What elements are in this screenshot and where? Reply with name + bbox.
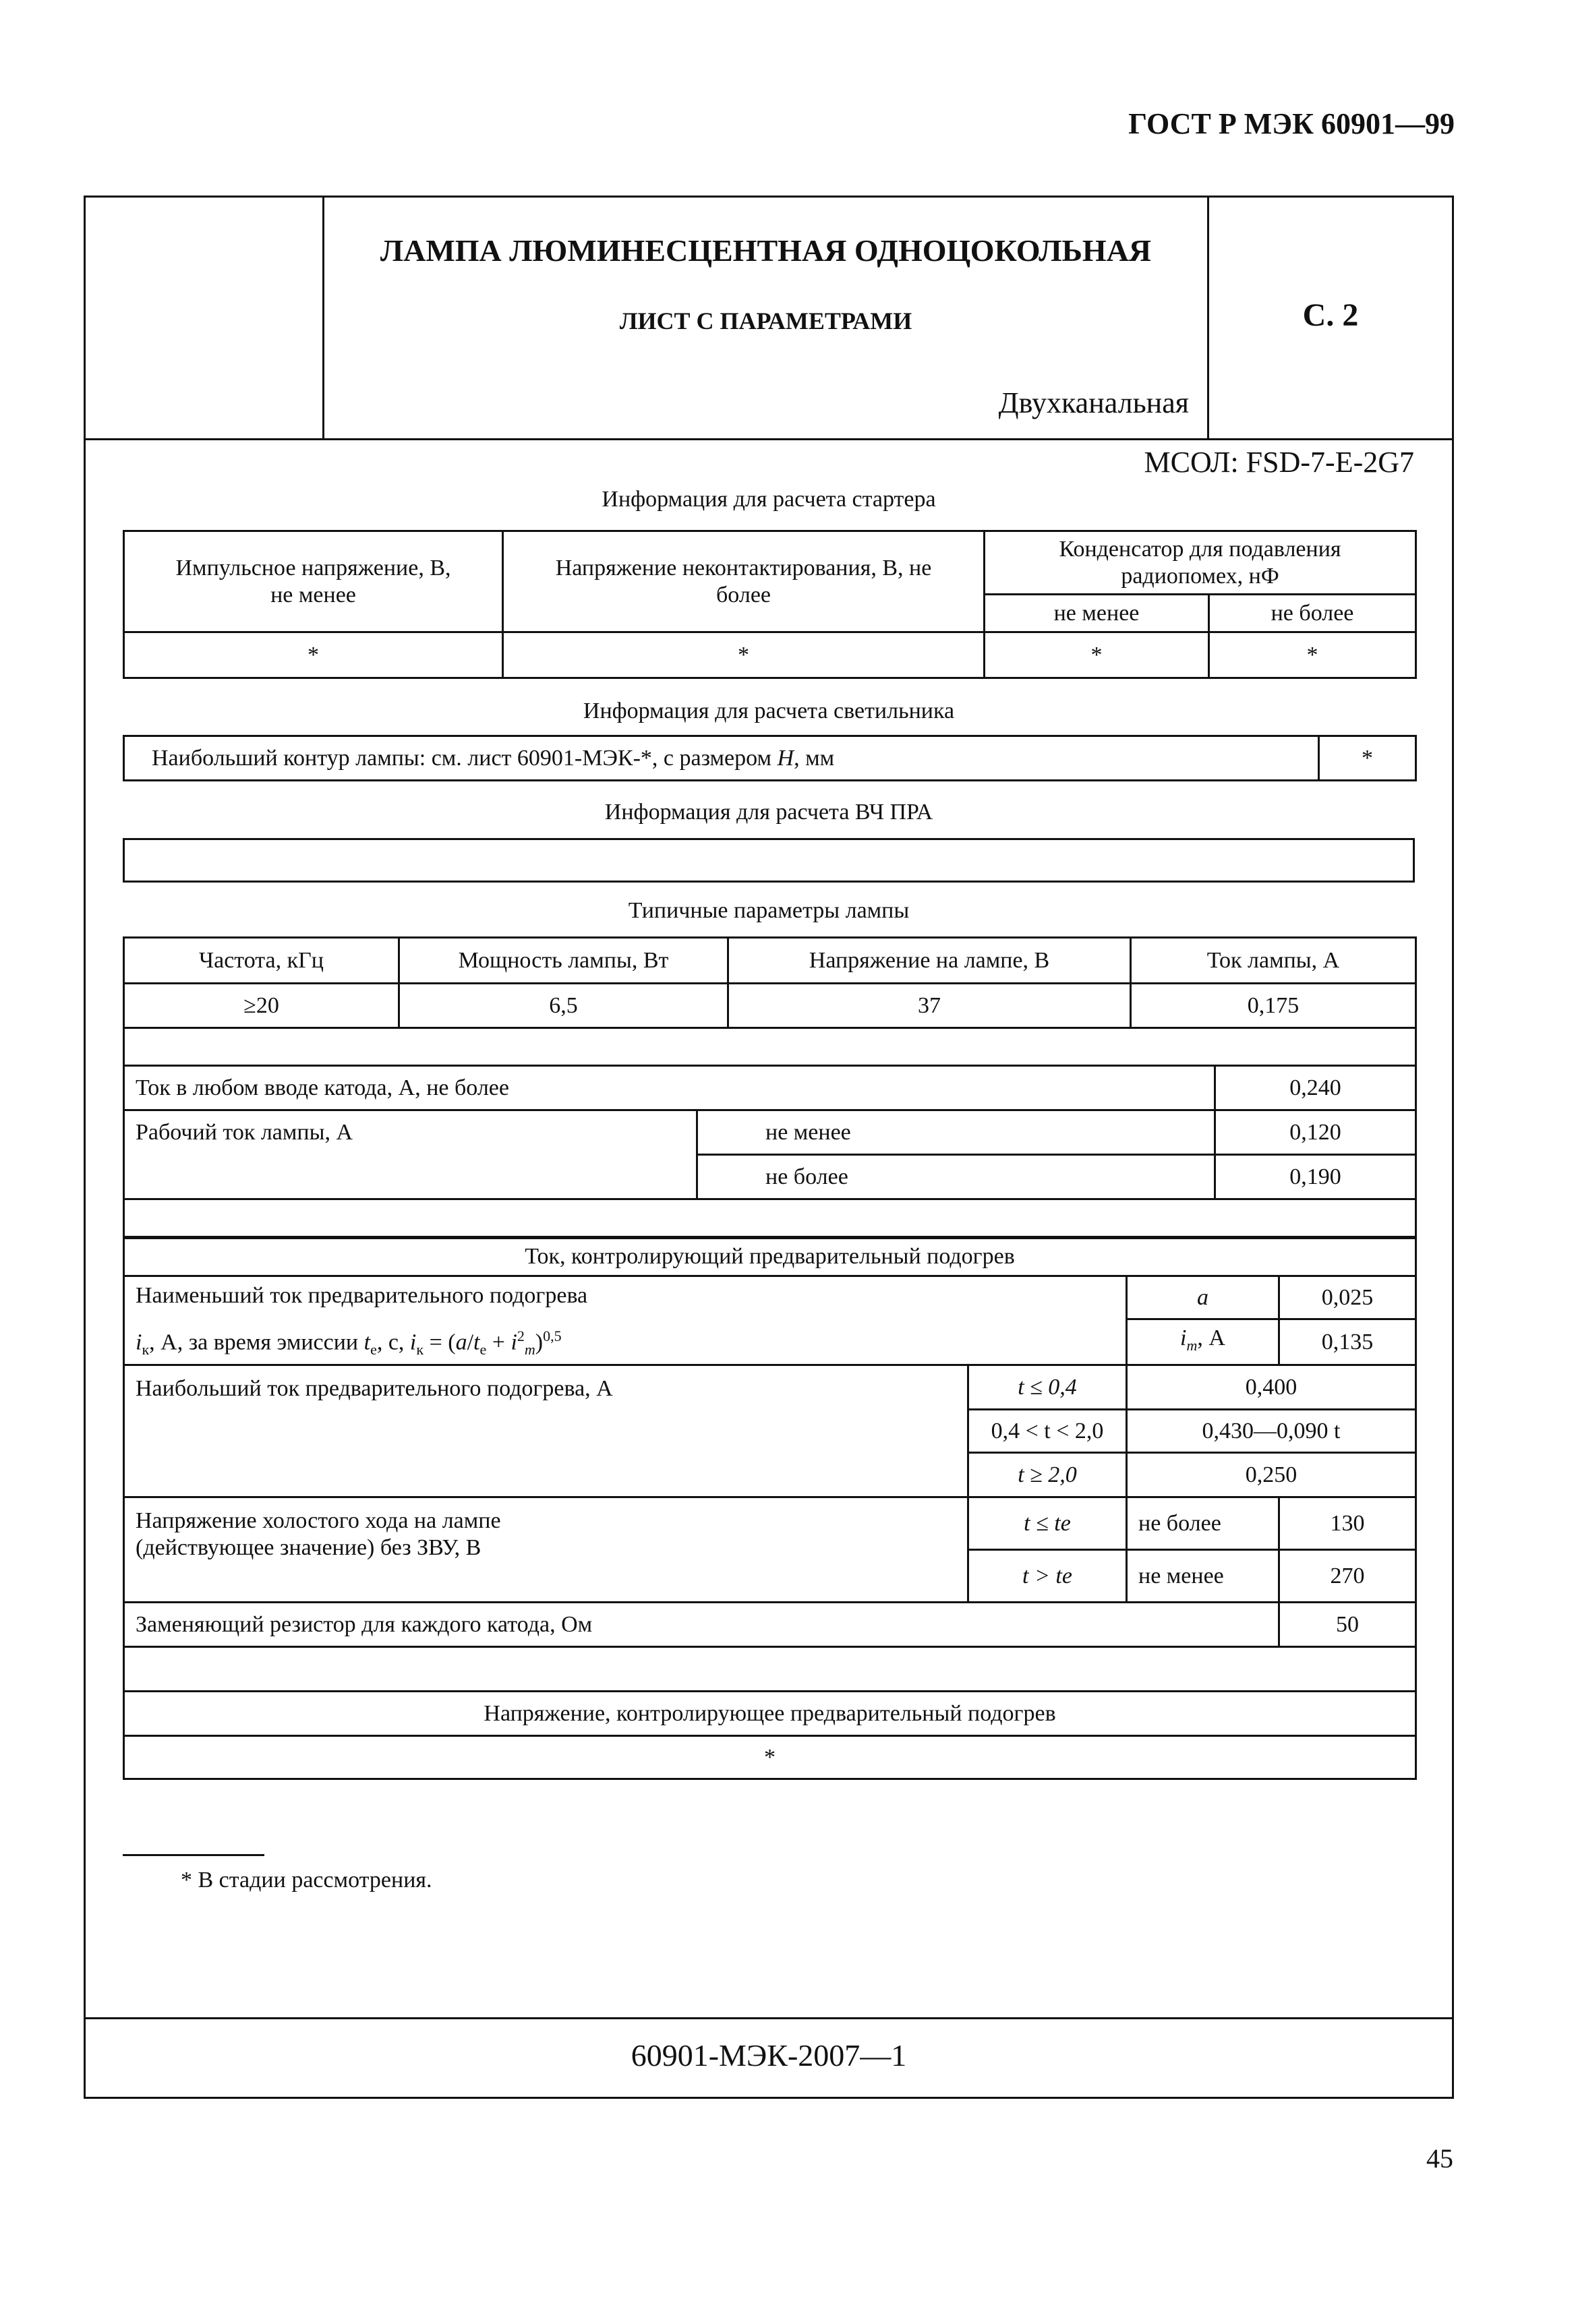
im-value: 0,135 (1279, 1319, 1416, 1365)
max-preheat-cond-3: t ≥ 2,0 (968, 1453, 1127, 1497)
preheat-current-heading: Ток, контролирующий предварительный подогрев (124, 1237, 1416, 1276)
sheet-subtitle: ЛИСТ С ПАРАМЕТРАМИ (619, 307, 912, 334)
footer-divider (84, 2017, 1454, 2019)
luminaire-heading: Информация для расчета светильника (583, 698, 955, 723)
luminaire-contour-text: Наибольший контур лампы: см. лист 60901-МЭК-*, с размером (152, 745, 772, 771)
preheat-table (123, 1236, 1417, 1780)
lamp-current-value: 0,175 (1131, 984, 1416, 1028)
frequency-value: ≥20 (124, 984, 399, 1028)
footnote: * В стадии рассмотрения. (181, 1868, 432, 1893)
lamp-designation: МСОЛ: FSD-7-E-2G7 (1144, 446, 1414, 479)
lamp-current-header: Ток лампы, А (1131, 938, 1416, 984)
typical-params-heading: Типичные параметры лампы (628, 898, 910, 923)
open-circuit-voltage-label: Напряжение холостого хода на лампе (действующее значение) без ЗВУ, В (124, 1497, 968, 1603)
operating-current-min-label: не менее (697, 1110, 1215, 1155)
power-header: Мощность лампы, Вт (399, 938, 728, 984)
ocv-value-2: 270 (1279, 1550, 1416, 1603)
coef-a-label: а (1127, 1276, 1279, 1319)
ocv-limit-2: не менее (1127, 1550, 1279, 1603)
ocv-cond-1: t ≤ te (968, 1497, 1127, 1550)
luminaire-table (123, 735, 1417, 781)
impulse-voltage-header: Импульсное напряжение, В, не менее (124, 531, 503, 632)
luminaire-contour-value: * (1319, 736, 1416, 781)
lamp-type: Двухканальная (998, 386, 1189, 419)
hf-ballast-empty-row (123, 838, 1415, 883)
lamp-voltage-header: Напряжение на лампе, В (728, 938, 1131, 984)
max-preheat-cond-1: t ≤ 0,4 (968, 1365, 1127, 1410)
ocv-cond-2: t > te (968, 1550, 1127, 1603)
min-preheat-title: Наименьший ток предварительного подогрева (136, 1283, 588, 1308)
sheet-code: 60901-МЭК-2007—1 (631, 2038, 907, 2073)
cathode-current-value: 0,240 (1215, 1066, 1416, 1110)
preheat-voltage-value: * (124, 1736, 1416, 1779)
preheat-spacer-row (124, 1647, 1416, 1692)
currents-spacer-row (124, 1199, 1416, 1239)
min-preheat-formula: $i_к$, А, за время эмиссии $t_е$, с, $i_к = (a/t_е + i^2_m)^{0,5}$ (136, 1328, 562, 1359)
max-preheat-value-1: 0,400 (1127, 1365, 1416, 1410)
capacitor-min-header: не менее (985, 595, 1209, 632)
max-preheat-value-3: 0,250 (1127, 1453, 1416, 1497)
power-value: 6,5 (399, 984, 728, 1028)
ocv-limit-1: не более (1127, 1497, 1279, 1550)
cathode-current-label: Ток в любом вводе катода, А, не более (124, 1066, 1215, 1110)
max-preheat-cond-2: 0,4 < t < 2,0 (968, 1410, 1127, 1453)
capacitor-header: Конденсатор для подавления радиопомех, нФ (985, 531, 1416, 595)
preheat-voltage-heading: Напряжение, контролирующее предварительный подогрев (124, 1692, 1416, 1736)
frequency-header: Частота, кГц (124, 938, 399, 984)
title-block-bottom-line (84, 438, 1454, 440)
substitute-resistor-label: Заменяющий резистор для каждого катода, Ом (124, 1603, 1279, 1647)
currents-table (123, 1065, 1417, 1239)
max-preheat-current-label: Наибольший ток предварительного подогрева, А (124, 1365, 968, 1497)
operating-current-max-value: 0,190 (1215, 1155, 1416, 1199)
min-preheat-formula-text: , А, за время эмиссии (149, 1330, 359, 1355)
min-preheat-current-label (124, 1276, 1127, 1365)
non-contact-voltage-header: Напряжение неконтактирования, В, не более (503, 531, 985, 632)
typical-spacer-row (124, 1028, 1416, 1066)
operating-current-min-value: 0,120 (1215, 1110, 1416, 1155)
operating-current-max-label: не более (697, 1155, 1215, 1199)
sheet-number: С. 2 (1302, 297, 1359, 333)
ocv-value-1: 130 (1279, 1497, 1416, 1550)
luminaire-dimension-symbol: Н (777, 745, 794, 771)
impulse-voltage-value: * (124, 632, 503, 678)
coef-a-value: 0,025 (1279, 1276, 1416, 1319)
luminaire-contour-label (124, 736, 1319, 781)
capacitor-max-value: * (1209, 632, 1416, 678)
typical-params-table (123, 936, 1417, 1067)
luminaire-unit: , мм (794, 745, 835, 771)
starter-table (123, 530, 1417, 679)
im-label: $i_m$, А (1127, 1319, 1279, 1365)
capacitor-min-value: * (985, 632, 1209, 678)
non-contact-voltage-value: * (503, 632, 985, 678)
standard-header: ГОСТ Р МЭК 60901—99 (1128, 107, 1455, 140)
operating-current-label: Рабочий ток лампы, А (124, 1110, 697, 1199)
starter-heading: Информация для расчета стартера (602, 487, 936, 512)
substitute-resistor-value: 50 (1279, 1603, 1416, 1647)
capacitor-max-header: не более (1209, 595, 1416, 632)
sheet-title: ЛАМПА ЛЮМИНЕСЦЕНТНАЯ ОДНОЦОКОЛЬНАЯ (380, 233, 1152, 268)
hf-ballast-heading: Информация для расчета ВЧ ПРА (604, 800, 933, 825)
lamp-voltage-value: 37 (728, 984, 1131, 1028)
page-number: 45 (1426, 2143, 1453, 2174)
max-preheat-value-2: 0,430—0,090 t (1127, 1410, 1416, 1453)
footnote-rule (123, 1854, 264, 1856)
